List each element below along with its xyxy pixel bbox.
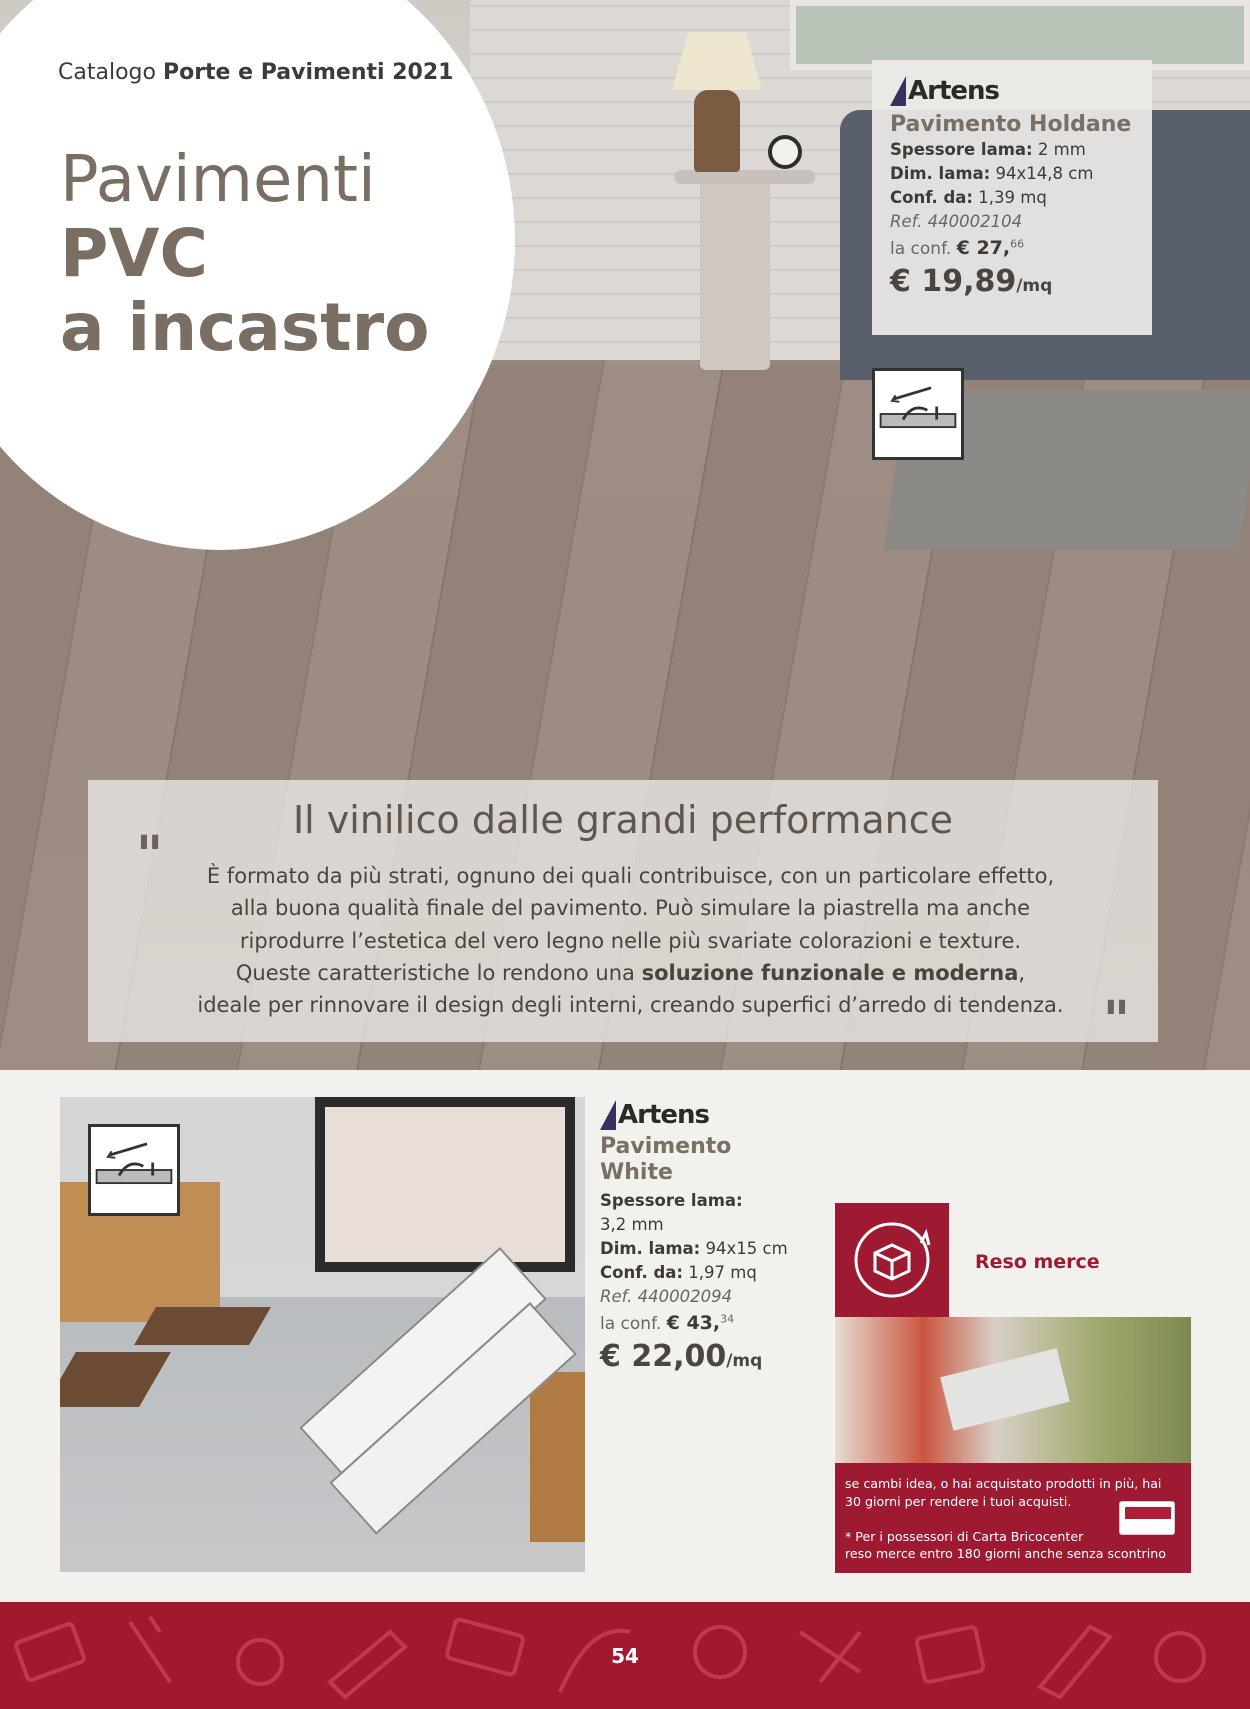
spec-value: 94x15 cm (705, 1238, 788, 1258)
conf-price (890, 234, 1134, 263)
wood-stool (530, 1372, 585, 1542)
side-table (700, 175, 770, 370)
price-per-mq (890, 262, 1134, 301)
page-title (60, 145, 430, 364)
page-number: 54 (611, 1644, 639, 1668)
alarm-clock (768, 135, 802, 169)
reso-icon-tile (835, 1203, 949, 1317)
side-table-top (675, 170, 815, 184)
product-ref: Ref. 440002104 (890, 211, 1023, 231)
price-unit: /mq (726, 1351, 763, 1372)
conf-price-cents: 34 (720, 1311, 735, 1325)
spec-confezione (890, 186, 1134, 210)
spec-dimensioni (600, 1237, 820, 1261)
product-ref: Ref. 440002094 (600, 1286, 733, 1306)
price-unit: /mq (1016, 276, 1053, 297)
conf-price-main: € 43, (666, 1311, 721, 1334)
artens-logo-icon (600, 1100, 616, 1130)
brand-name: Artens (618, 1100, 709, 1130)
lamp-base (694, 90, 740, 172)
spec-label: Conf. da: (890, 187, 974, 207)
product-name-line: Pavimento (600, 1134, 732, 1159)
quote-line: riprodurre l’estetica del vero legno nelle più svariate colorazioni e texture. (239, 928, 1022, 953)
quote-text (158, 860, 1103, 1022)
quote-line-text: , (1018, 960, 1026, 985)
conf-price (600, 1309, 820, 1338)
conf-price-main: € 27, (956, 236, 1011, 259)
quote-line: alla buona qualità finale del pavimento. Può simulare la piastrella ma anche (230, 896, 1031, 921)
spec-label: Dim. lama: (890, 163, 991, 183)
spec-dimensioni (890, 162, 1134, 186)
conf-price-label: la conf. (600, 1313, 662, 1334)
reso-note (845, 1528, 1181, 1562)
catalog-name: Porte e Pavimenti 2021 (162, 60, 454, 85)
price-per-mq (600, 1337, 820, 1376)
spec-label: Spessore lama: (890, 139, 1033, 159)
spec-label: Conf. da: (600, 1262, 684, 1282)
product-name: Pavimento Holdane (890, 112, 1132, 137)
title-line-2: PVC (60, 214, 208, 292)
quote-open-icon: " (136, 825, 164, 886)
spec-value: 1,39 mq (978, 187, 1047, 207)
quote-line: È formato da più strati, ognuno dei quali contribuisce, con un particolare effetto, (206, 864, 1055, 888)
click-lock-icon (88, 1124, 180, 1216)
brand-logo (890, 76, 1134, 106)
price-main: € 19,89 (890, 264, 1017, 300)
price-main: € 22,00 (600, 1339, 727, 1375)
brand-logo (600, 1100, 820, 1130)
brand-name: Artens (908, 76, 999, 106)
package (940, 1348, 1070, 1430)
reso-title: Reso merce (975, 1251, 1100, 1273)
spec-value: 94x14,8 cm (995, 163, 1094, 183)
spec-spessore (600, 1189, 820, 1237)
reso-merce-box (835, 1203, 1191, 1573)
quote-title: Il vinilico dalle grandi performance (292, 798, 954, 842)
footer-band (0, 1602, 1250, 1709)
product-card-white (600, 1100, 820, 1376)
quote-line: ideale per rinnovare il design degli interni, creando superfici d’arredo di tendenza. (197, 993, 1064, 1018)
quote-highlight: soluzione funzionale e moderna (641, 960, 1019, 985)
spec-spessore (890, 138, 1134, 162)
title-line-3: a incastro (60, 288, 430, 366)
spec-value: 1,97 mq (688, 1262, 757, 1282)
catalog-prefix: Catalogo (58, 60, 156, 85)
product-name (600, 1134, 820, 1186)
product-card-holdane (872, 60, 1152, 335)
quote-box (88, 780, 1158, 1051)
reso-note-line: reso merce entro 180 giorni anche senza scontrino (845, 1546, 1166, 1561)
quote-line (158, 957, 1103, 989)
return-box-icon (835, 1203, 949, 1317)
reso-photo (835, 1317, 1191, 1463)
bath-mat (134, 1307, 271, 1345)
catalog-heading (58, 60, 453, 85)
spec-value: 2 mm (1037, 139, 1086, 159)
title-line-1: Pavimenti (60, 143, 376, 217)
spec-label: Dim. lama: (600, 1238, 701, 1258)
window (315, 1097, 575, 1272)
conf-price-label: la conf. (890, 238, 952, 259)
product-name-line: White (600, 1159, 673, 1185)
click-lock-icon (872, 368, 964, 460)
reso-text: se cambi idea, o hai acquistato prodotti in più, hai 30 giorni per rendere i tuoi acquisti. (845, 1476, 1162, 1509)
spec-value: 3,2 mm (600, 1214, 664, 1234)
bath-mat (60, 1352, 171, 1407)
conf-price-cents: 66 (1010, 236, 1025, 250)
quote-line-text: Queste caratteristiche lo rendono una (235, 960, 642, 985)
artens-logo-icon (890, 76, 906, 106)
spec-confezione (600, 1261, 820, 1285)
quote-close-icon: " (1102, 990, 1130, 1051)
spec-label: Spessore lama: (600, 1190, 743, 1210)
reso-note-line: * Per i possessori di Carta Bricocenter (845, 1529, 1084, 1544)
